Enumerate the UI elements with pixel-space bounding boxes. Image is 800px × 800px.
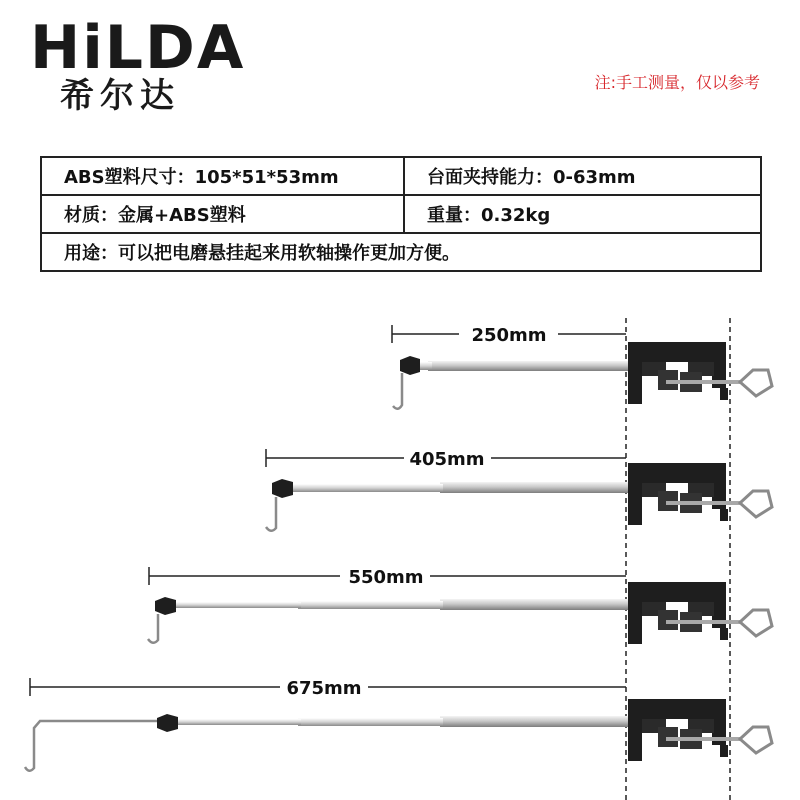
stand-405mm <box>266 449 772 531</box>
spec-weight: 重量：0.32kg <box>404 195 761 233</box>
rod-section <box>178 719 301 725</box>
length-label: 550mm <box>348 567 424 588</box>
hook <box>266 497 276 531</box>
spec-clamp-capacity: 台面夹持能力：0-63mm <box>404 157 761 195</box>
chuck-tip <box>272 479 293 498</box>
hook <box>148 614 158 643</box>
extension-wire <box>25 721 157 771</box>
clamp <box>628 463 772 525</box>
rod-section <box>298 718 443 726</box>
stand-675mm <box>25 678 772 771</box>
rod-section <box>176 602 301 608</box>
rod-section <box>440 716 628 727</box>
rod-section <box>440 599 628 610</box>
chuck-tip <box>157 714 178 732</box>
brand-logo-text: HiLDA <box>30 13 246 83</box>
stand-550mm <box>148 567 772 644</box>
spec-material: 材质：金属+ABS塑料 <box>41 195 404 233</box>
brand-chinese-name: 希尔达 <box>60 76 180 116</box>
hook <box>393 373 402 409</box>
rod-section <box>293 484 443 492</box>
chuck-tip <box>400 356 420 375</box>
spec-usage: 用途：可以把电磨悬挂起来用软轴操作更加方便。 <box>41 233 761 271</box>
spec-size: ABS塑料尺寸：105*51*53mm <box>41 157 404 195</box>
length-label: 405mm <box>409 449 485 470</box>
measurement-note: 注:手工测量，仅以参考 <box>594 73 760 92</box>
clamp <box>628 342 772 404</box>
rod-section <box>298 601 443 609</box>
rod-section <box>428 361 628 371</box>
chuck-tip <box>155 597 176 615</box>
rod-section <box>440 482 628 493</box>
length-label: 250mm <box>471 325 547 346</box>
stand-250mm <box>392 325 772 409</box>
length-label: 675mm <box>286 678 362 699</box>
clamp <box>628 582 772 644</box>
clamp <box>628 699 772 761</box>
